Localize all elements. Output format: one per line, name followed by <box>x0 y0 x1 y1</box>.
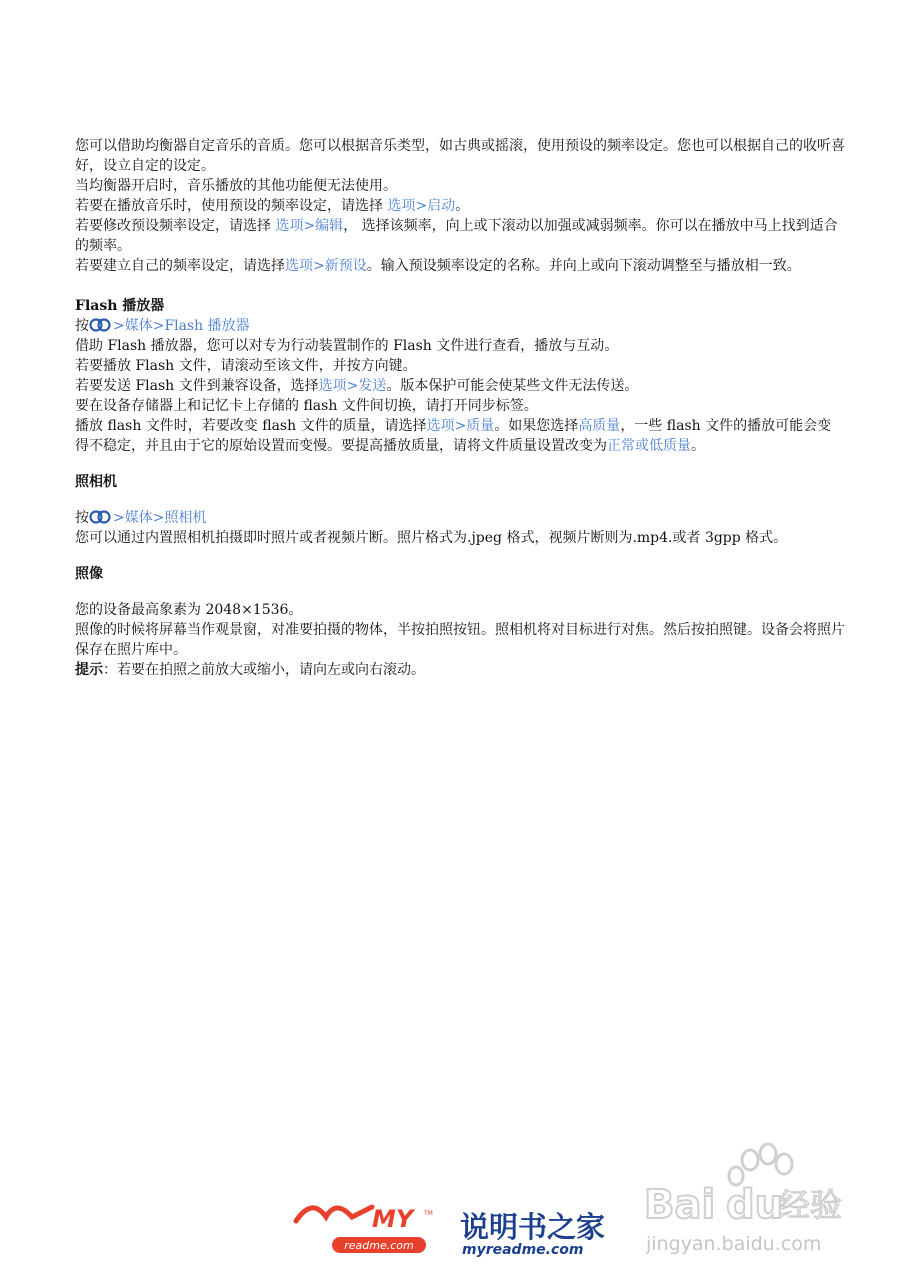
photo-heading: 照像 <box>75 566 103 582</box>
text: 。 <box>691 438 705 454</box>
menu-link-high-quality[interactable]: 高质量 <box>578 418 621 434</box>
camera-intro: 您可以通过内置照相机拍摄即时照片或者视频片断。照片格式为.jpeg 格式，视频片断则为.mp4.或者 3gpp 格式。 <box>75 530 788 546</box>
text: 若要在播放音乐时，使用预设的频率设定，请选择 <box>75 198 388 214</box>
text: 。如果您选择 <box>494 418 579 434</box>
equalizer-new-preset <box>75 256 845 276</box>
flash-quality <box>75 416 845 456</box>
text: 若要发送 Flash 文件到兼容设备，选择 <box>75 378 319 394</box>
camera-section <box>75 472 845 548</box>
camera-nav-path <box>75 508 845 528</box>
site-url: myreadme.com <box>462 1242 584 1258</box>
flash-heading: Flash 播放器 <box>75 298 165 314</box>
logo-swoosh <box>296 1207 372 1221</box>
menu-key-icon <box>89 317 113 333</box>
menu-key-icon <box>89 509 113 525</box>
text: 。 <box>455 198 470 214</box>
watermark-brand-cn: 经验 <box>778 1186 843 1224</box>
text: 。版本保护可能会使某些文件无法传送。 <box>386 378 639 394</box>
menu-link-edit[interactable]: 选项>编辑 <box>275 218 344 234</box>
tip-label: 提示 <box>75 662 103 678</box>
text: 按 <box>75 318 89 334</box>
document-body <box>75 136 845 680</box>
flash-play: 若要播放 Flash 文件，请滚动至该文件，并按方向键。 <box>75 358 417 374</box>
footer-logos <box>0 1195 905 1275</box>
menu-link-new-preset[interactable]: 选项>新预设 <box>285 258 367 274</box>
text: 按 <box>75 510 89 526</box>
equalizer-activate <box>75 196 845 216</box>
flash-send <box>75 376 845 396</box>
menu-link-camera[interactable]: >媒体>照相机 <box>113 510 207 526</box>
photo-instructions: 照像的时候将屏幕当作观景窗，对准要拍摄的物体，半按拍照按钮。照相机将对目标进行对焦。然后按拍照键。设备会将照片保存在照片库中。 <box>75 622 845 658</box>
equalizer-edit <box>75 216 845 256</box>
logo-tm: TM <box>424 1210 433 1217</box>
photo-resolution: 您的设备最高象素为 2048×1536。 <box>75 602 303 618</box>
menu-link-normal-low-quality[interactable]: 正常或低质量 <box>607 438 691 454</box>
equalizer-section <box>75 136 845 276</box>
photo-section <box>75 564 845 680</box>
equalizer-intro: 您可以借助均衡器自定音乐的音质。您可以根据音乐类型，如古典或摇滚，使用预设的频率设定。您也可以根据自己的收听喜好，设立自定的设定。 <box>75 138 845 174</box>
flash-switch: 要在设备存储器上和记忆卡上存储的 flash 文件间切换，请打开同步标签。 <box>75 398 538 414</box>
equalizer-note: 当均衡器开启时，音乐播放的其他功能便无法使用。 <box>75 178 397 194</box>
text: 若要修改预设频率设定，请选择 <box>75 218 276 234</box>
menu-link-send[interactable]: 选项>发送 <box>318 378 387 394</box>
logo-readme: readme.com <box>344 1239 414 1252</box>
text: 若要建立自己的频率设定，请选择 <box>75 258 285 274</box>
logo-my: MY <box>372 1205 414 1233</box>
site-name-cn: 说明书之家 <box>460 1210 606 1244</box>
flash-nav-path <box>75 316 845 336</box>
menu-link-activate[interactable]: 选项>启动 <box>387 198 456 214</box>
text: 。输入预设频率设定的名称。并向上或向下滚动调整至与播放相一致。 <box>366 258 801 274</box>
text: ， 选择该频率，向上或下滚动以加强或减弱频率。你可以在播放中马上找到适合的频率。 <box>75 218 838 254</box>
text: ，一些 flash 文件的播放可能会变得不稳定，并且由于它的原始设置而变慢。要提高播放质量，请将文件质量设置改变为 <box>75 418 832 454</box>
watermark-url: jingyan.baidu.com <box>646 1233 822 1255</box>
flash-intro: 借助 Flash 播放器，您可以对专为行动装置制作的 Flash 文件进行查看，播放与互动。 <box>75 338 619 354</box>
watermark-brand-du: du <box>726 1182 784 1228</box>
menu-link-flash-player[interactable]: >媒体>Flash 播放器 <box>113 318 250 334</box>
text: ：若要在拍照之前放大或缩小，请向左或向右滚动。 <box>103 662 425 678</box>
menu-link-quality[interactable]: 选项>质量 <box>426 418 495 434</box>
photo-tip <box>75 660 845 680</box>
myreadme-logo <box>296 1205 433 1253</box>
camera-heading: 照相机 <box>75 474 117 490</box>
text: 播放 flash 文件时，若要改变 flash 文件的质量，请选择 <box>75 418 427 434</box>
flash-section <box>75 296 845 456</box>
watermark-brand: Bai <box>644 1182 716 1228</box>
